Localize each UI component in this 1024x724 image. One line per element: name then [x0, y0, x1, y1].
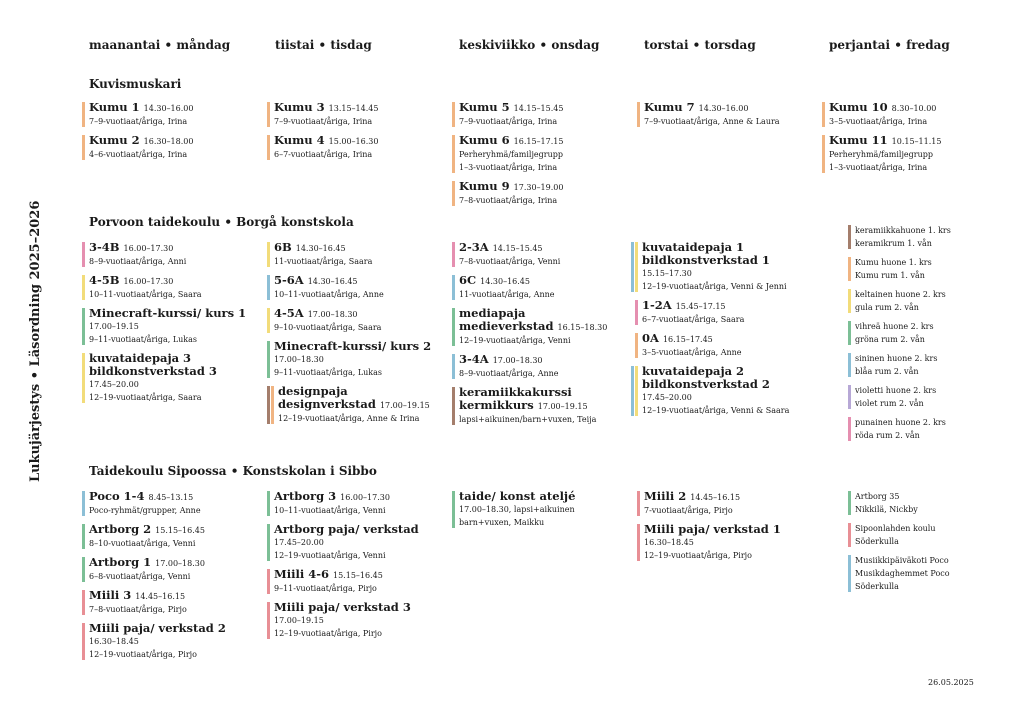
class-name: Artborg 1: [89, 555, 152, 569]
legend-item: [848, 416, 1024, 442]
class-details: 7–9-vuotiaat/åriga, Irina: [459, 117, 558, 126]
class-time: 16.30–18.00: [143, 137, 194, 146]
color-marker: [848, 385, 851, 409]
class-details: 10–11-vuotiaat/åriga, Venni: [274, 506, 386, 515]
class-time: 17.00–18.30: [155, 559, 205, 568]
class-name: Poco 1-4: [89, 489, 145, 503]
class-entry: [822, 134, 1000, 174]
class-time: 17.00–18.30: [274, 355, 324, 364]
legend-item: [848, 554, 1024, 593]
class-name: Miili 3: [89, 588, 132, 602]
class-name: Kumu 6: [459, 133, 510, 147]
class-name: Miili paja/ verkstad 3: [274, 600, 411, 614]
class-name: kuvataidepaja 1: [642, 240, 745, 254]
class-name: 6C: [459, 273, 477, 287]
class-name: Kumu 9: [459, 179, 510, 193]
class-details: Poco-ryhmät/grupper, Anne: [89, 506, 201, 515]
room-name-fi: sininen huone 2. krs: [855, 354, 938, 363]
legend-item: [848, 522, 1024, 548]
color-marker: [848, 555, 851, 592]
color-marker: [848, 491, 851, 515]
color-marker: [452, 135, 455, 173]
class-entry: [267, 274, 445, 301]
class-entry: [637, 490, 815, 517]
color-marker: [267, 308, 270, 333]
class-time: 17.00–19.15: [537, 402, 588, 411]
color-marker: [635, 242, 638, 292]
color-marker: [267, 242, 270, 267]
class-time: 14.45–16.15: [135, 592, 186, 601]
class-name: 4-5B: [89, 273, 120, 287]
class-name: 3-4A: [459, 352, 489, 366]
class-entry: [267, 134, 445, 161]
class-entry: [452, 490, 630, 529]
class-time: 14.15–15.45: [492, 244, 543, 253]
color-marker: [631, 366, 634, 416]
room-legend: [848, 224, 1024, 448]
class-entry: [452, 307, 630, 347]
class-time: 8.45–13.15: [148, 493, 194, 502]
class-entry: [452, 101, 630, 128]
class-name-swedish: bildkonstverkstad 2: [642, 377, 770, 391]
color-marker: [635, 366, 638, 416]
class-time: 8.30–10.00: [891, 104, 937, 113]
color-marker: [631, 242, 634, 292]
class-time: 17.00–19.15: [89, 322, 139, 331]
color-marker: [848, 257, 851, 281]
day-header-wednesday: keskiviikko • onsdag: [459, 38, 600, 52]
class-time: 13.15–14.45: [328, 104, 379, 113]
section-title-sipoo: Taidekoulu Sipoossa • Konstskolan i Sibbo: [89, 464, 377, 478]
class-time: 17.00–18.30, lapsi+aikuinen: [459, 505, 575, 514]
class-entry: [452, 274, 630, 301]
class-details: 1–3-vuotiaat/åriga, Irina: [829, 163, 928, 172]
class-details: Perheryhmä/familjegrupp: [459, 150, 564, 159]
class-time: 14.15–15.45: [513, 104, 564, 113]
color-marker: [452, 275, 455, 300]
class-entry: [631, 365, 809, 417]
color-marker: [822, 102, 825, 127]
porvoo-wednesday: [452, 241, 630, 432]
class-name: keramiikkakurssi: [459, 385, 572, 399]
color-marker: [452, 102, 455, 127]
class-details: 6–8-vuotiaat/åriga, Venni: [89, 572, 191, 581]
site-location: Söderkulla: [855, 582, 899, 591]
room-name-sv: blåa rum 2. vån: [855, 367, 919, 376]
color-marker: [82, 308, 85, 345]
class-name: 6B: [274, 240, 292, 254]
class-name: Kumu 2: [89, 133, 140, 147]
room-name-fi: vihreä huone 2. krs: [855, 322, 934, 331]
class-entry: [267, 340, 445, 379]
class-time: 16.00–17.30: [123, 277, 174, 286]
class-entry: [635, 332, 809, 359]
color-marker: [452, 491, 455, 528]
class-details: 8–9-vuotiaat/åriga, Anni: [89, 257, 187, 266]
class-name: 1-2A: [642, 298, 672, 312]
color-marker: [452, 308, 455, 346]
class-name: Artborg paja/ verkstad: [274, 522, 419, 536]
color-marker: [848, 321, 851, 345]
class-time: 17.00–18.30: [307, 310, 358, 319]
color-marker: [637, 524, 640, 561]
color-marker: [848, 289, 851, 313]
color-marker: [452, 181, 455, 206]
class-entry: [82, 241, 260, 268]
class-time: 14.30–16.00: [698, 104, 749, 113]
class-details: 7–8-vuotiaat/åriga, Venni: [459, 257, 561, 266]
class-entry: [82, 523, 260, 550]
class-entry: [267, 241, 445, 268]
site-name-sv: Musikdaghemmet Poco: [855, 569, 950, 578]
room-name-sv: gula rum 2. vån: [855, 303, 919, 312]
legend-item: [848, 320, 1024, 346]
class-details: lapsi+aikuinen/barn+vuxen, Teija: [459, 415, 597, 424]
legend-item: [848, 384, 1024, 410]
day-header-tuesday: tiistai • tisdag: [275, 38, 372, 52]
class-name-swedish: bildkonstverkstad 1: [642, 253, 770, 267]
class-time: 16.15–17.45: [662, 335, 713, 344]
class-time: 17.00–19.15: [274, 616, 324, 625]
class-name: 2-3A: [459, 240, 489, 254]
document-date: 26.05.2025: [928, 678, 974, 687]
class-details: 11-vuotiaat/åriga, Saara: [274, 257, 373, 266]
class-name: Artborg 2: [89, 522, 152, 536]
color-marker: [82, 135, 85, 160]
day-header-friday: perjantai • fredag: [829, 38, 950, 52]
class-details: 1–3-vuotiaat/åriga, Irina: [459, 163, 558, 172]
class-details: 7–8-vuotiaat/åriga, Irina: [459, 196, 558, 205]
class-entry: [267, 601, 445, 640]
room-name-sv: röda rum 2. vån: [855, 431, 920, 440]
class-time: 16.00–17.30: [123, 244, 174, 253]
class-name: Minecraft-kurssi/ kurs 2: [274, 339, 432, 353]
class-entry: [631, 241, 809, 293]
class-name: Miili 2: [644, 489, 687, 503]
class-details: 12–19-vuotiaat/åriga, Saara: [89, 393, 202, 402]
class-name-swedish: medieverkstad: [459, 319, 554, 333]
color-marker: [271, 386, 274, 424]
class-name: Minecraft-kurssi/ kurs 1: [89, 306, 247, 320]
class-name: Miili paja/ verkstad 1: [644, 522, 781, 536]
class-name: Miili paja/ verkstad 2: [89, 621, 226, 635]
color-marker: [822, 135, 825, 173]
class-time: 17.45–20.00: [274, 538, 324, 547]
color-marker: [267, 602, 270, 639]
room-name-fi: keramiikkahuone 1. krs: [855, 226, 951, 235]
class-entry: [82, 101, 260, 128]
class-details: 3–5-vuotiaat/åriga, Irina: [829, 117, 928, 126]
kuvismuskari-tuesday: [267, 101, 445, 167]
class-time: 15.00–16.30: [328, 137, 379, 146]
class-entry: [267, 101, 445, 128]
legend-item: [848, 224, 1024, 250]
class-details: 7–9-vuotiaat/åriga, Irina: [89, 117, 188, 126]
class-details: 4–6-vuotiaat/åriga, Irina: [89, 150, 188, 159]
color-marker: [848, 353, 851, 377]
day-header-monday: maanantai • måndag: [89, 38, 231, 52]
class-time: 15.15–16.45: [333, 571, 383, 580]
class-name: kuvataidepaja 3: [89, 351, 192, 365]
color-marker: [82, 102, 85, 127]
legend-item: [848, 490, 1024, 516]
class-details: 7–8-vuotiaat/åriga, Pirjo: [89, 605, 187, 614]
class-name: mediapaja: [459, 306, 526, 320]
class-details: 12–19-vuotiaat/åriga, Venni & Jenni: [642, 282, 787, 291]
kuvismuskari-wednesday: [452, 101, 630, 213]
site-name: Musiikkipäiväkoti Poco: [855, 556, 949, 565]
porvoo-tuesday: [267, 241, 445, 431]
class-time: 15.45–17.15: [675, 302, 726, 311]
class-time: 17.45–20.00: [642, 393, 692, 402]
color-marker: [82, 242, 85, 267]
class-details: 6–7-vuotiaat/åriga, Irina: [274, 150, 373, 159]
class-entry: [267, 523, 445, 562]
room-name-sv: violet rum 2. vån: [855, 399, 924, 408]
class-time: 16.00–17.30: [340, 493, 390, 502]
class-name-swedish: designverkstad: [278, 397, 376, 411]
class-details: 7–9-vuotiaat/åriga, Irina: [274, 117, 373, 126]
legend-item: [848, 256, 1024, 282]
class-entry: [267, 307, 445, 334]
class-details: 8–10-vuotiaat/åriga, Venni: [89, 539, 196, 548]
kuvismuskari-thursday: [637, 101, 815, 134]
color-marker: [82, 353, 85, 403]
color-marker: [267, 524, 270, 561]
color-marker: [267, 569, 270, 594]
porvoo-monday: [82, 241, 260, 410]
class-time: 17.00–19.15: [379, 401, 430, 410]
class-details: 9–10-vuotiaat/åriga, Saara: [274, 323, 382, 332]
class-details: 10–11-vuotiaat/åriga, Saara: [89, 290, 202, 299]
color-marker: [267, 386, 270, 424]
class-time: 17.00–18.30: [492, 356, 543, 365]
color-marker: [82, 524, 85, 549]
porvoo-thursday: [631, 241, 809, 423]
site-name: Artborg 35: [855, 492, 900, 501]
class-entry: [82, 274, 260, 301]
class-entry: [82, 490, 260, 517]
day-header-thursday: torstai • torsdag: [644, 38, 756, 52]
class-name: designpaja: [278, 384, 348, 398]
sipoo-tuesday: [267, 490, 445, 646]
color-marker: [267, 275, 270, 300]
class-time: 16.30–18.45: [89, 637, 139, 646]
legend-item: [848, 288, 1024, 314]
color-marker: [848, 523, 851, 547]
class-name: 3-4B: [89, 240, 120, 254]
class-entry: [635, 299, 809, 326]
class-time: 16.30–18.45: [644, 538, 694, 547]
site-name: Sipoonlahden koulu: [855, 524, 936, 533]
room-name-fi: violetti huone 2. krs: [855, 386, 937, 395]
site-legend: [848, 490, 1024, 599]
color-marker: [452, 242, 455, 267]
site-location: Söderkulla: [855, 537, 899, 546]
color-marker: [82, 623, 85, 660]
color-marker: [635, 333, 638, 358]
class-name: 5-6A: [274, 273, 304, 287]
color-marker: [452, 387, 455, 425]
class-entry: [82, 352, 260, 404]
kuvismuskari-friday: [822, 101, 1000, 180]
class-time: 17.30–19.00: [513, 183, 564, 192]
class-time: 16.15–17.15: [513, 137, 564, 146]
class-details: 12–19-vuotiaat/åriga, Venni & Saara: [642, 406, 790, 415]
class-entry: [267, 385, 445, 425]
class-name: Kumu 3: [274, 100, 325, 114]
color-marker: [82, 275, 85, 300]
color-marker: [82, 557, 85, 582]
class-details: 9–11-vuotiaat/åriga, Lukas: [274, 368, 382, 377]
legend-item: [848, 352, 1024, 378]
class-name: 0A: [642, 331, 659, 345]
color-marker: [637, 491, 640, 516]
sipoo-monday: [82, 490, 260, 667]
class-entry: [82, 134, 260, 161]
vertical-title: Lukujärjestys • Läsordning 2025–2026: [28, 200, 43, 482]
class-entry: [82, 556, 260, 583]
class-entry: [82, 622, 260, 661]
class-details: 8–9-vuotiaat/åriga, Anne: [459, 369, 559, 378]
class-name: 4-5A: [274, 306, 304, 320]
class-details: 12–19-vuotiaat/åriga, Anne & Irina: [278, 414, 420, 423]
class-entry: [267, 568, 445, 595]
class-details: 11-vuotiaat/åriga, Anne: [459, 290, 555, 299]
class-name: taide/ konst ateljé: [459, 489, 576, 503]
color-marker: [452, 354, 455, 379]
color-marker: [848, 225, 851, 249]
class-name: kuvataidepaja 2: [642, 364, 745, 378]
color-marker: [82, 491, 85, 516]
color-marker: [267, 491, 270, 516]
class-details: 12–19-vuotiaat/åriga, Pirjo: [644, 551, 752, 560]
class-details: 12–19-vuotiaat/åriga, Pirjo: [89, 650, 197, 659]
class-time: 15.15–17.30: [642, 269, 692, 278]
sipoo-thursday: [637, 490, 815, 568]
class-entry: [452, 386, 630, 426]
class-time: 17.45–20.00: [89, 380, 139, 389]
class-entry: [82, 307, 260, 346]
class-time: 10.15–11.15: [891, 137, 942, 146]
color-marker: [848, 417, 851, 441]
class-name: Kumu 7: [644, 100, 695, 114]
class-details: 9–11-vuotiaat/åriga, Lukas: [89, 335, 197, 344]
class-details: 12–19-vuotiaat/åriga, Venni: [459, 336, 571, 345]
class-entry: [267, 490, 445, 517]
class-details: 10–11-vuotiaat/åriga, Anne: [274, 290, 384, 299]
class-details: 9–11-vuotiaat/åriga, Pirjo: [274, 584, 377, 593]
color-marker: [635, 300, 638, 325]
class-details: Perheryhmä/familjegrupp: [829, 150, 934, 159]
room-name-fi: punainen huone 2. krs: [855, 418, 946, 427]
class-time: 14.30–16.45: [480, 277, 530, 286]
class-details: 7–9-vuotiaat/åriga, Anne & Laura: [644, 117, 780, 126]
class-name: Artborg 3: [274, 489, 337, 503]
section-title-kuvismuskari: Kuvismuskari: [89, 77, 182, 91]
class-entry: [452, 241, 630, 268]
class-details: 7-vuotiaat/åriga, Pirjo: [644, 506, 733, 515]
class-time: 16.15–18.30: [557, 323, 608, 332]
class-details: 12–19-vuotiaat/åriga, Venni: [274, 551, 386, 560]
room-name-sv: gröna rum 2. vån: [855, 335, 925, 344]
site-location: Nikkilä, Nickby: [855, 505, 918, 514]
color-marker: [267, 102, 270, 127]
class-name-swedish: kermikkurs: [459, 398, 534, 412]
class-details: 6–7-vuotiaat/åriga, Saara: [642, 315, 745, 324]
class-entry: [452, 180, 630, 207]
color-marker: [267, 135, 270, 160]
class-time: 14.30–16.45: [295, 244, 346, 253]
class-entry: [82, 589, 260, 616]
class-name: Kumu 5: [459, 100, 510, 114]
class-name: Kumu 4: [274, 133, 325, 147]
class-time: 14.45–16.15: [690, 493, 741, 502]
class-name: Miili 4-6: [274, 567, 329, 581]
class-entry: [822, 101, 1000, 128]
class-time: 14.30–16.00: [143, 104, 194, 113]
class-name: Kumu 1: [89, 100, 140, 114]
class-time: 15.15–16.45: [155, 526, 205, 535]
sipoo-wednesday: [452, 490, 630, 535]
class-entry: [637, 101, 815, 128]
class-entry: [637, 523, 815, 562]
color-marker: [82, 590, 85, 615]
color-marker: [267, 341, 270, 378]
class-details: 12–19-vuotiaat/åriga, Pirjo: [274, 629, 382, 638]
room-name-fi: keltainen huone 2. krs: [855, 290, 946, 299]
class-entry: [452, 134, 630, 174]
class-details: 3–5-vuotiaat/åriga, Anne: [642, 348, 742, 357]
class-name: Kumu 11: [829, 133, 888, 147]
class-time: 14.30–16.45: [307, 277, 358, 286]
class-name: Kumu 10: [829, 100, 888, 114]
class-name-swedish: bildkonstverkstad 3: [89, 364, 217, 378]
kuvismuskari-monday: [82, 101, 260, 167]
room-name-fi: Kumu huone 1. krs: [855, 258, 932, 267]
section-title-porvoo: Porvoon taidekoulu • Borgå konstskola: [89, 215, 354, 229]
class-details: barn+vuxen, Maikku: [459, 518, 545, 527]
class-entry: [452, 353, 630, 380]
color-marker: [637, 102, 640, 127]
room-name-sv: Kumu rum 1. vån: [855, 271, 925, 280]
room-name-sv: keramikrum 1. vån: [855, 239, 932, 248]
